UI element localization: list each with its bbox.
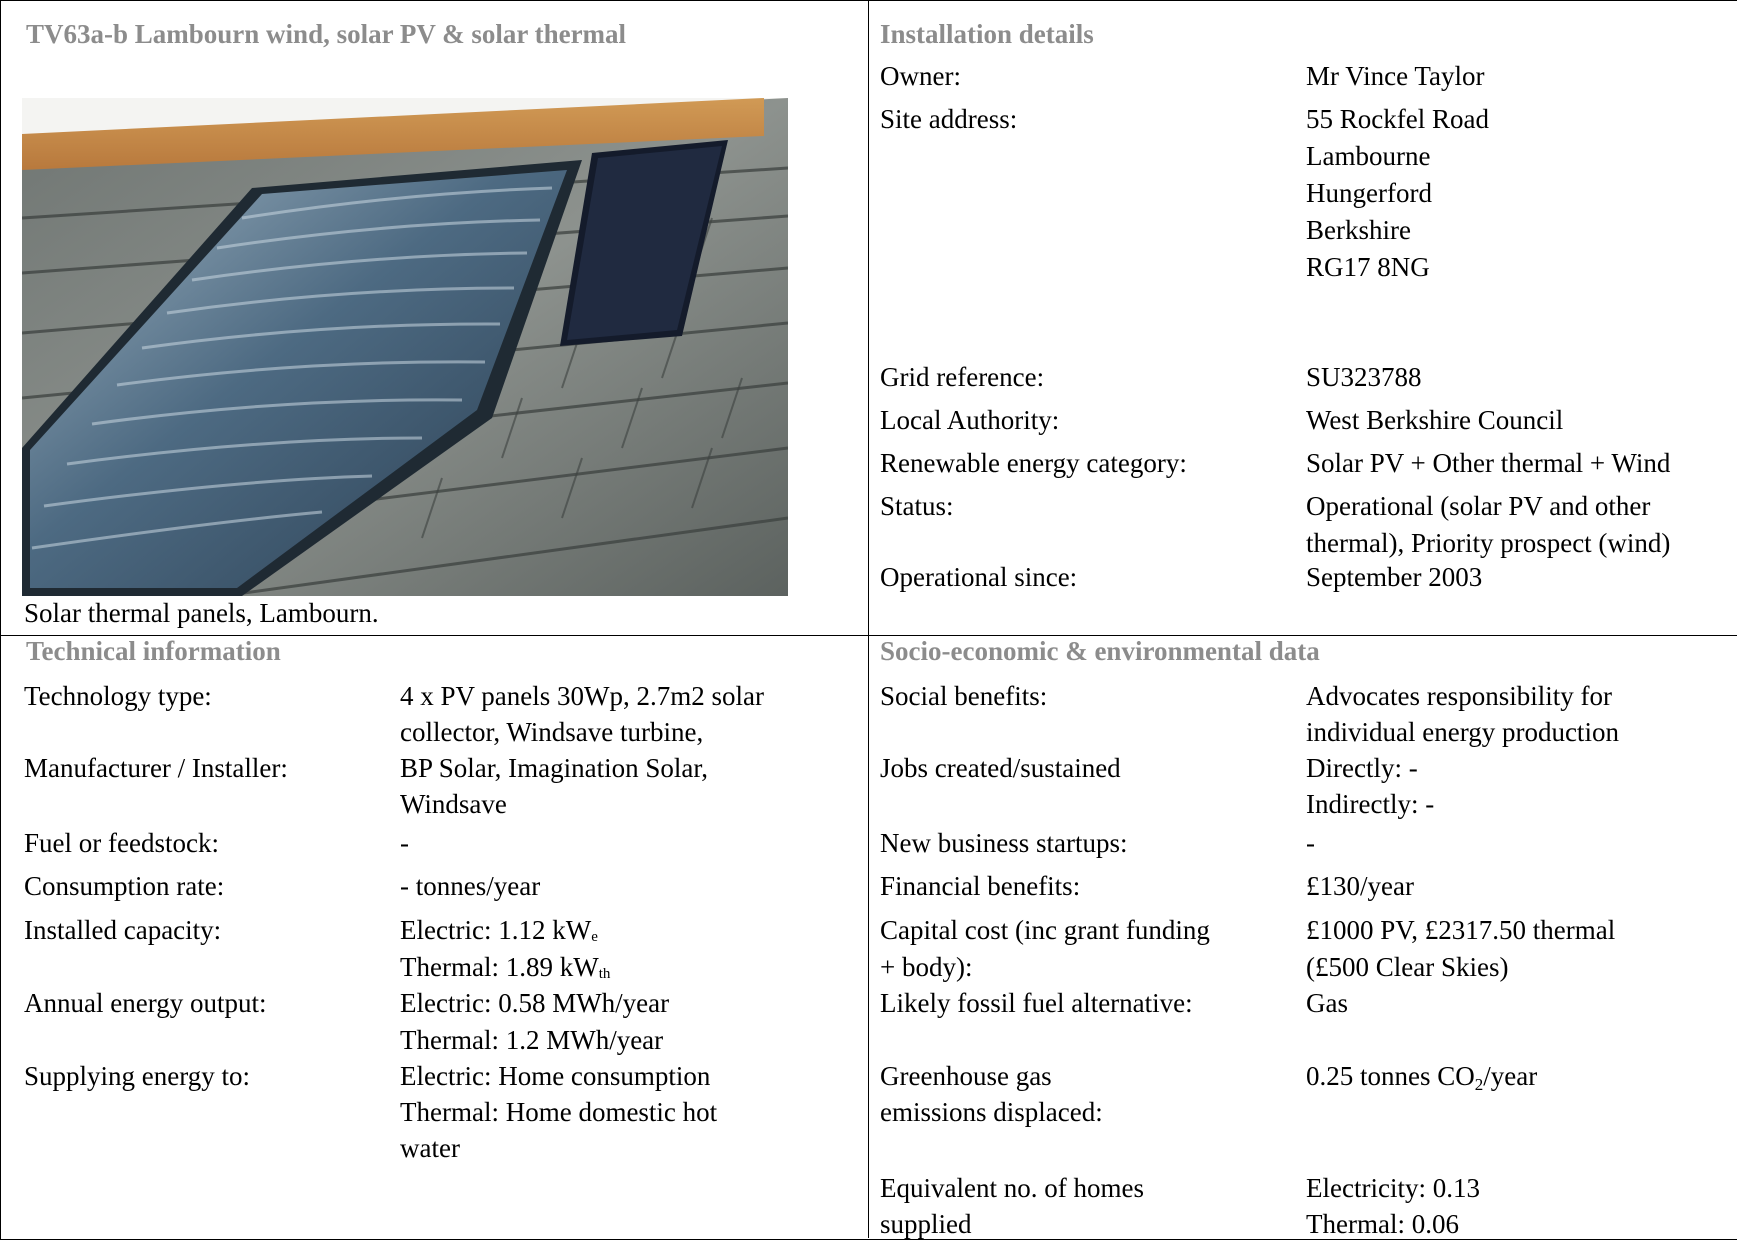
capital-cost-label-line-2: + body): [880, 952, 973, 982]
financial-benefits-label: Financial benefits: [880, 871, 1081, 901]
fossil-alternative-value: Gas [1306, 988, 1348, 1018]
site-address-line-3: Hungerford [1306, 178, 1432, 208]
grid-reference-value: SU323788 [1306, 362, 1422, 392]
homes-line-1: Electricity: 0.13 [1306, 1173, 1480, 1203]
supplying-line-1: Electric: Home consumption [400, 1061, 711, 1091]
ghg-value: 0.25 tonnes CO2/year [1306, 1061, 1538, 1094]
supplying-line-3: water [400, 1133, 460, 1163]
consumption-label: Consumption rate: [24, 871, 225, 901]
fuel-value: - [400, 828, 409, 858]
startups-label: New business startups: [880, 828, 1128, 858]
ghg-label-line-2: emissions displaced: [880, 1097, 1103, 1127]
status-line-2: thermal), Priority prospect (wind) [1306, 528, 1671, 558]
homes-label-line-1: Equivalent no. of homes [880, 1173, 1144, 1203]
annual-output-label: Annual energy output: [24, 988, 267, 1018]
jobs-line-1: Directly: - [1306, 753, 1418, 783]
local-authority-value: West Berkshire Council [1306, 405, 1564, 435]
technical-heading: Technical information [26, 636, 281, 666]
annual-output-line-1: Electric: 0.58 MWh/year [400, 988, 670, 1018]
status-line-1: Operational (solar PV and other [1306, 491, 1651, 521]
annual-output-line-2: Thermal: 1.2 MWh/year [400, 1025, 664, 1055]
social-benefits-line-1: Advocates responsibility for [1306, 681, 1612, 711]
social-benefits-line-2: individual energy production [1306, 717, 1619, 747]
technology-type-line-1: 4 x PV panels 30Wp, 2.7m2 solar [400, 681, 764, 711]
energy-category-value: Solar PV + Other thermal + Wind [1306, 448, 1671, 478]
startups-value: - [1306, 828, 1315, 858]
jobs-label: Jobs created/sustained [880, 753, 1121, 783]
manufacturer-line-1: BP Solar, Imagination Solar, [400, 753, 709, 783]
owner-value: Mr Vince Taylor [1306, 61, 1485, 91]
consumption-value: - tonnes/year [400, 871, 541, 901]
supplying-label: Supplying energy to: [24, 1061, 250, 1091]
site-address-line-4: Berkshire [1306, 215, 1411, 245]
socio-heading: Socio-economic & environmental data [880, 636, 1320, 666]
status-label: Status: [880, 491, 954, 521]
grid-reference-label: Grid reference: [880, 362, 1045, 392]
technology-type-line-2: collector, Windsave turbine, [400, 717, 704, 747]
financial-benefits-value: £130/year [1306, 871, 1414, 901]
installed-capacity-electric: Electric: 1.12 kWe [400, 915, 598, 945]
site-address-line-2: Lambourne [1306, 141, 1431, 171]
ghg-label-line-1: Greenhouse gas [880, 1061, 1052, 1091]
site-address-line-1: 55 Rockfel Road [1306, 104, 1489, 134]
manufacturer-label: Manufacturer / Installer: [24, 753, 288, 783]
capital-cost-line-1: £1000 PV, £2317.50 thermal [1306, 915, 1616, 945]
social-benefits-label: Social benefits: [880, 681, 1048, 711]
fuel-label: Fuel or feedstock: [24, 828, 219, 858]
solar-panels-photo [22, 98, 788, 596]
page-title: TV63a-b Lambourn wind, solar PV & solar thermal [26, 19, 627, 49]
operational-since-value: September 2003 [1306, 562, 1483, 592]
operational-since-label: Operational since: [880, 562, 1078, 592]
homes-label-line-2: supplied [880, 1209, 972, 1239]
manufacturer-line-2: Windsave [400, 789, 507, 819]
installation-heading: Installation details [880, 19, 1094, 49]
jobs-line-2: Indirectly: - [1306, 789, 1435, 819]
local-authority-label: Local Authority: [880, 405, 1060, 435]
fossil-alternative-label: Likely fossil fuel alternative: [880, 988, 1193, 1018]
technology-type-label: Technology type: [24, 681, 212, 711]
site-address-line-5: RG17 8NG [1306, 252, 1430, 282]
supplying-line-2: Thermal: Home domestic hot [400, 1097, 718, 1127]
site-address-label: Site address: [880, 104, 1018, 134]
homes-line-2: Thermal: 0.06 [1306, 1209, 1459, 1239]
photo-caption: Solar thermal panels, Lambourn. [24, 598, 379, 628]
column-divider [868, 0, 869, 1238]
capital-cost-label-line-1: Capital cost (inc grant funding [880, 915, 1210, 945]
capital-cost-line-2: (£500 Clear Skies) [1306, 952, 1509, 982]
installed-capacity-thermal: Thermal: 1.89 kWth [400, 952, 611, 982]
energy-category-label: Renewable energy category: [880, 448, 1187, 478]
owner-label: Owner: [880, 61, 961, 91]
installed-capacity-label: Installed capacity: [24, 915, 222, 945]
